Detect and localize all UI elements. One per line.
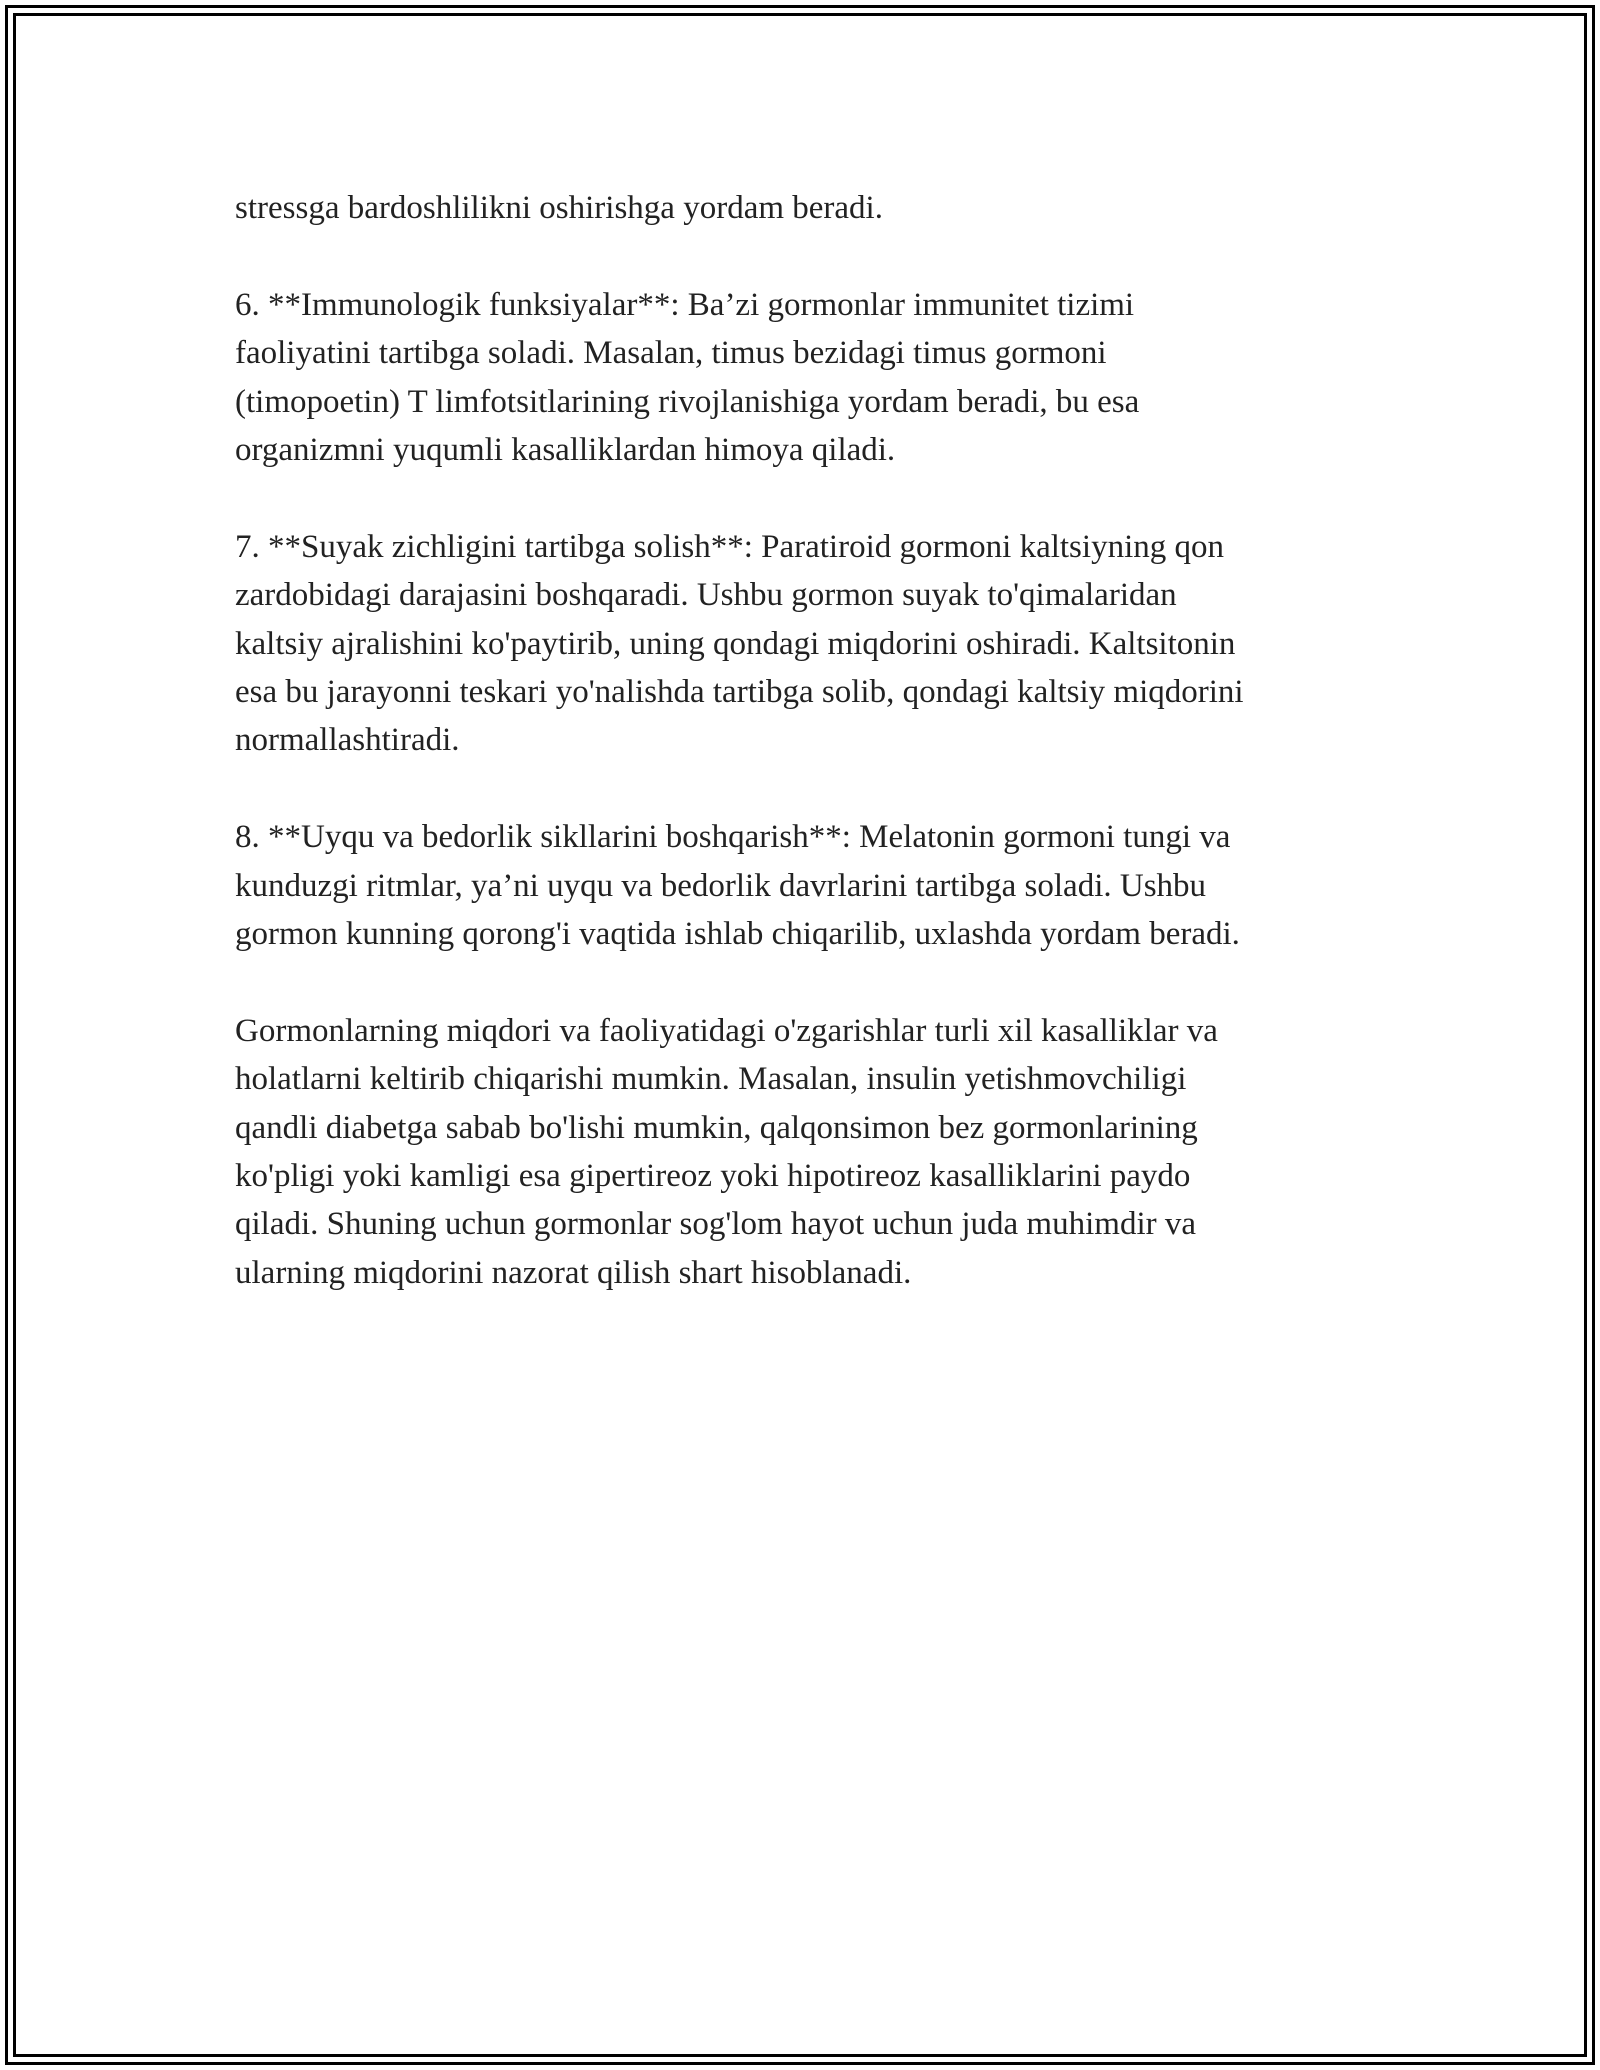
- paragraph-immunologik-funksiyalar: 6. **Immunologik funksiyalar**: Ba’zi gormonlar immunitet tizimi faoliyatini tartibga soladi. Masalan, timus bezidagi timus gormoni (timopoetin) T limfotsitlarining rivojlanishiga yordam beradi, bu esa organizmni yuqumli kasalliklardan himoya qiladi.: [235, 286, 1140, 469]
- paragraph-uyqu-bedorlik: 8. **Uyqu va bedorlik sikllarini boshqarish**: Melatonin gormoni tungi va kunduzgi ritmlar, ya’ni uyqu va bedorlik davrlarini tartibga soladi. Ushbu gormon kunning qorong'i vaqtida ishlab chiqarilib, uxlashda yordam beradi.: [235, 819, 1240, 953]
- paragraph-continuation: stressga bardoshlilikni oshirishga yordam beradi.: [235, 190, 883, 226]
- paragraph-suyak-zichligi: 7. **Suyak zichligini tartibga solish**: Paratiroid gormoni kaltsiyning qon zardobidagi darajasini boshqaradi. Ushbu gormon suyak to'qimalaridan kaltsiy ajralishini ko'paytirib, uning qondagi miqdorini oshiradi. Kaltsitonin esa bu jarayonni teskari yo'nalishda tartibga solib, qondagi kaltsiy miqdorini normallashtiradi.: [235, 528, 1244, 759]
- document-body: [235, 184, 1385, 1346]
- paragraph-conclusion: Gormonlarning miqdori va faoliyatidagi o'zgarishlar turli xil kasalliklar va holatlarni keltirib chiqarishi mumkin. Masalan, insulin yetishmovchiligi qandli diabetga sabab bo'lishi mumkin, qalqonsimon bez gormonlarining ko'pligi yoki kamligi esa gipertireoz yoki hipotireoz kasalliklarini paydo qiladi. Shuning uchun gormonlar sog'lom hayot uchun juda muhimdir va ularning miqdorini nazorat qilish shart hisoblanadi.: [235, 1012, 1218, 1291]
